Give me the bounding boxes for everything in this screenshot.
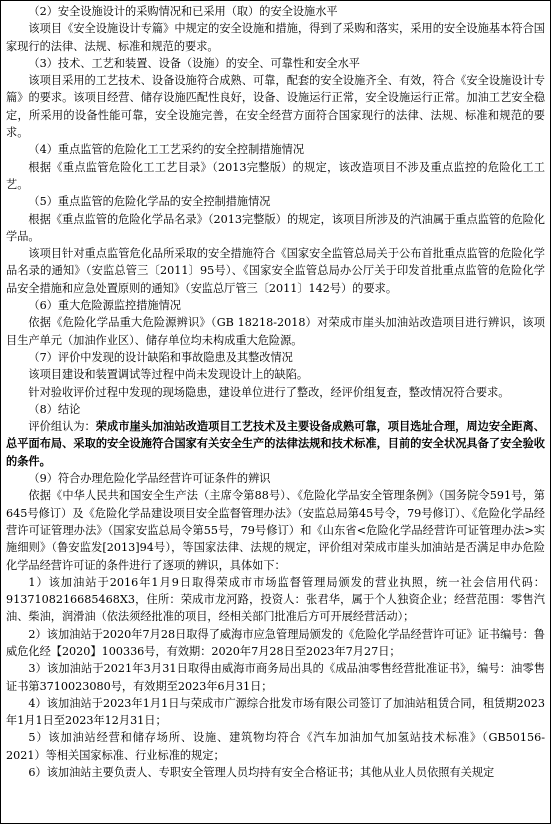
conclusion-paragraph: [6, 418, 545, 470]
section-heading-3: （3）技术、工艺和装置、设备（设施）的安全、可靠性和安全水平: [28, 56, 360, 70]
paragraph-3: 该项目采用的工艺技术、设备设施符合成熟、可靠，配套的安全设施齐全、有效，符合《安全设施设计专篇》的要求。该项目经营、储存设施匹配性良好，设备、设施运行正常，安全设施运行正常。加油工艺安全稳定，所采用的设备性能可靠，安全设施完善，在安全经营方面符合国家现行的法律、法规、标准和规范的要求。: [6, 74, 545, 140]
list-item-6: 6）该加油站主要负责人、专职安全管理人员均持有安全合格证书；其他从业人员依照有关规定: [28, 766, 495, 780]
conclusion-bold-text: 荣成市崖头加油站改造项目工艺技术及主要设备成熟可靠，项目选址合理，周边安全距离、总平面布局、采取的安全设施符合国家有关安全生产的法律法规和技术标准，目前的安全状况具备了安全验收的条件。: [6, 419, 545, 468]
list-item-3: 3）该加油站于2021年3月31日取得由威海市商务局出具的《成品油零售经营批准证书》，编号：油零售证书第3710023080号，有效期至2023年6月31日；: [6, 662, 545, 693]
list-item-1: 1）该加油站于2016年1月9日取得荣成市市场监督管理局颁发的营业执照，统一社会信用代码：9137108216685468X3，住所：荣成市龙河路，投资人：张君华，属于个人独资企业；经营范围：零售汽油、柴油，润滑油（依法须经批准的项目，经相关部门批准后方可开展经营活动）；: [6, 575, 545, 624]
paragraph-5b: 该项目针对重点监管危化品所采取的安全措施符合《国家安全监管总局关于公布首批重点监管的危险化学品名录的通知》（安监总管三〔2011〕95号）、《国家安全监管总局办公厅关于印发首批重点监管的危险化学品安全措施和应急处置原则的通知》（安监总厅管三〔2011〕142号）的要求。: [6, 247, 545, 295]
section-heading-4: （4）重点监管的危险化工工艺采约的安全控制措施情况: [28, 143, 305, 157]
paragraph-4: 根据《重点监管危险化工工艺目录》（2013完整版）的规定，该改造项目不涉及重点监控的危险化工工艺。: [6, 160, 545, 191]
paragraph-7a: 该项目建设和装置调试等过程中尚未发现设计上的缺陷。: [28, 368, 309, 382]
section-heading-9: （9）符合办理危险化学品经营许可证条件的辨识: [28, 472, 271, 486]
section-heading-8: （8）结论: [28, 402, 81, 416]
paragraph-7b: 针对验收评价过程中发现的现场隐患，建设单位进行了整改，经评价组复查，整改情况符合要求。: [28, 385, 510, 399]
section-heading-6: （6）重大危险源监控措施情况: [28, 299, 181, 313]
list-item-5: 5）该加油站经营和储存场所、设施、建筑物均符合《汽车加油加气加氢站技术标准》（GB50156-2021）等相关国家标准、行业标准的规定；: [6, 731, 545, 762]
section-heading-5: （5）重点监管的危险化学品的安全控制措施情况: [28, 195, 271, 209]
section-heading-7: （7）评价中发现的设计缺陷和事故隐患及其整改情况: [28, 350, 293, 364]
paragraph-2: 该项目《安全设施设计专篇》中规定的安全设施和措施，得到了采购和落实，采用的安全设施基本符合国家现行的法律、法规、标准和规范的要求。: [6, 22, 545, 53]
list-item-4: 4）该加油站于2023年1月1日与荣成市广源综合批发市场有限公司签订了加油站租赁合同，租赁期2023年1月1日至2023年12月31日；: [6, 696, 545, 728]
paragraph-6: 依据《危险化学品重大危险源辨识》（GB 18218-2018）对荣成市崖头加油站改造项目进行辨识，该项目生产单元（加油作业区）、储存单位均未构成重大危险源。: [6, 316, 545, 347]
paragraph-5a: 根据《重点监管的危险化学品名录》（2013完整版）的规定，该项目所涉及的汽油属于重点监管的危险化学品。: [6, 212, 545, 243]
section-heading-2: （2）安全设施设计的采购情况和已采用（取）的安全设施水平: [28, 5, 338, 18]
conclusion-lead: 评价组认为：: [28, 420, 96, 434]
paragraph-9: 依据《中华人民共和国安全生产法（主席令第88号）、《危险化学品安全管理条例》（国务院令591号，第645号修订）及《危险化学品建设项目安全监督管理办法》（安监总局第45号令，79号修订）、《危险化学品经营许可证管理办法》（国家安监总局令第55号，79号修订）和《山东省<危险化学品经营许可证管理办法>实施细则》（鲁安监发[2013]94号），等国家法律、法规的规定，评价组对荣成市崖头加油站是否满足申办危险化学品经营许可证的条件进行了逐项的辨识，具体如下：: [6, 489, 545, 572]
list-item-2: 2）该加油站于2020年7月28日取得了威海市应急管理局颁发的《危险化学品经营许可证》证书编号：鲁威危化经【2020】100336号，有效期：2020年7月28日至2023年7月27日；: [6, 627, 545, 658]
